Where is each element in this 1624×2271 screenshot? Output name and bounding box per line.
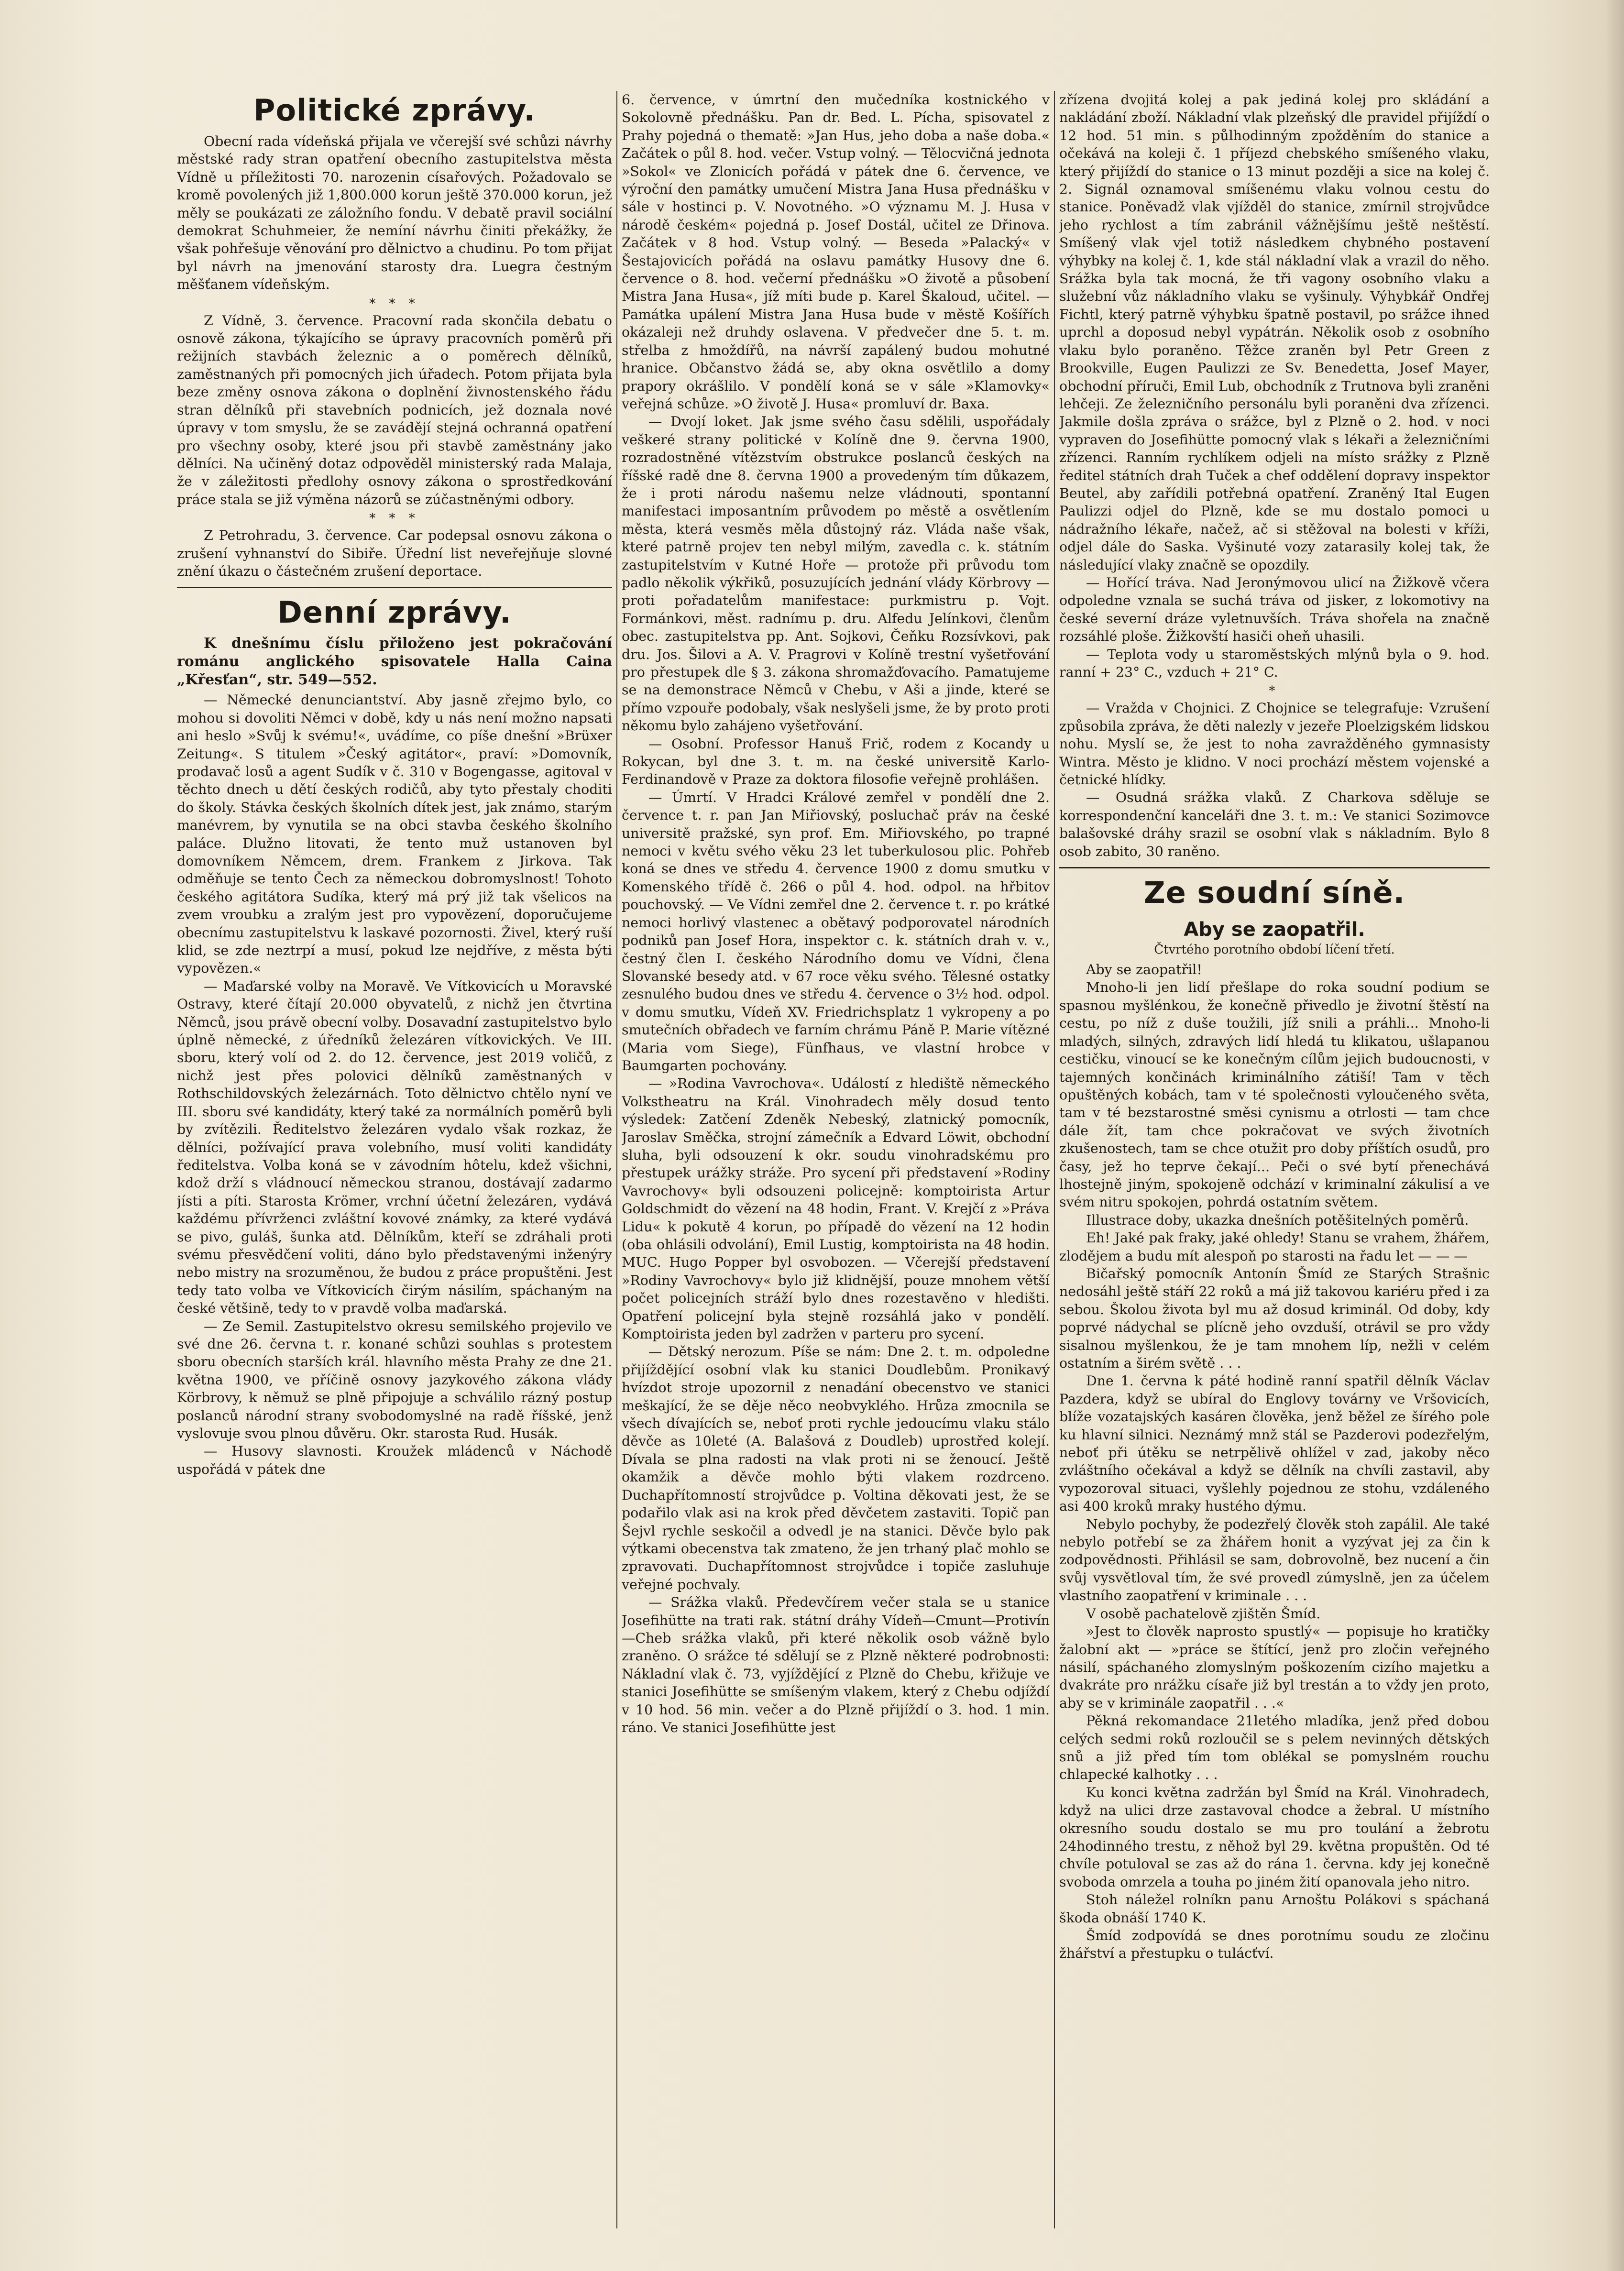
article-paragraph: »Jest to člověk naprosto spustlý« — popisuje ho kratičky žalobní akt — »práce se štítící, jenž pro zločin veřejného násilí, spáchaného zlomyslným poškozením cizího majetku a dvakráte pro nrážku císaře již byl trestán a to vždy jen proto, aby se v kriminále zaopatřil . . .« — [1059, 1624, 1490, 1711]
section-heading: Denní zprávy. — [277, 595, 512, 630]
article-paragraph: — »Rodina Vavrochova«. Událostí z hlediště německého Volkstheatru na Král. Vinohradech měly dosud tento výsledek: Zatčení Zdeněk Nebeský, zlatnický pomocník, Jaroslav Směčka, strojní zámečník a Edvard Löwit, obchodní sluha, byli odsouzení k okr. soudu vinohradskému pro přestupek urážky stráže. Pro sycení při představení »Rodiny Vavrochovy« byli odsouzeni policejně: komptoirista Artur Goldschmidt do vězení na 48 hodin, Frant. V. Krejčí z »Práva Lidu« k pokutě 4 korun, po případě do vězení na 12 hodin (oba ohlásili odvolání), Emil Lustig, komptoirista na 48 hodin. MUC. Hugo Popper byl osvobozen. — Včerejší představení »Rodiny Vavrochovy« bylo již klidnější, pouze mnohem větší počet policejních stráží bylo dnes rozestavěno v hledišti. Opatření policejní byla stejně rozsáhlá jako v pondělí. Komptoirista jeden byl zadržen v parteru pro sycení. — [622, 1075, 1050, 1342]
article-paragraph: Bičařský pomocník Antonín Šmíd ze Starých Strašnic nedosáhl ještě stáří 22 roků a má již takovou kariéru před i za sebou. Školou života byl mu až dosud kriminál. Od doby, kdy poprvé nádychal se plícně jeho ovzduší, otrávil se pro vždy sisalnou myšlenkou, že je tam mnohem líp, nežli v celém ostatním a širém světě . . . — [1059, 1265, 1490, 1371]
section-rule — [1059, 867, 1490, 868]
article-paragraph: Pěkná rekomandace 21letého mladíka, jenž před dobou celých sedmi roků rozloučil se s pelem nevinných dětských snů a již před tím tom oblékal se pomyslném rouchu chlapecké kalhotky . . . — [1059, 1713, 1490, 1783]
asterism-separator: * — [1269, 684, 1280, 699]
article-paragraph: Eh! Jaké pak fraky, jaké ohledy! Stanu se vrahem, žhářem, zlodějem a budu mít alespoň po starosti na řadu let — — — — [1059, 1230, 1490, 1264]
article-paragraph: — Osobní. Professor Hanuš Frič, rodem z Kocandy u Rokycan, byl dne 3. t. m. na české universitě Karlo-Ferdinandově v Praze za doktora filosofie veřejně prohlášen. — [622, 735, 1050, 788]
article-subheading: Čtvrtého porotního období líčení třetí. — [1154, 943, 1395, 957]
article-paragraph: Ku konci května zadržán byl Šmíd na Král. Vinohradech, když na ulici drze zastavoval chodce a žebral. U místního okresního soudu dostalo se mu pro toulání a žebrotu 24hodinného trestu, z něhož byl 29. května propuštěn. Od té chvíle potuloval se zas až do rána 1. června. kdy jej konečně svoboda omrzela a touha po jiném žití opanovala jeho nitro. — [1059, 1784, 1490, 1890]
article-paragraph: — Ze Semil. Zastupitelstvo okresu semilského projevilo ve své dne 26. června t. r. konané schůzi souhlas s protestem sboru obecních starších král. hlavního města Prahy ze dne 21. května 1900, ve příčině osnovy jazykového zákona vlády Körbrovy, k němuž se plně připojuje a schválilo rázný postup poslanců národní strany svobodomyslné na radě říšské, jenž vyslovuje svou plnou důvěru. Okr. starosta Rud. Husák. — [177, 1318, 612, 1441]
article-paragraph: Šmíd zodpovídá se dnes porotnímu soudu ze zločinu žhářství a přestupku o tulácťví. — [1059, 1928, 1490, 1962]
article-paragraph: — Osudná srážka vlaků. Z Charkova sděluje se korrespondenční kanceláři dne 3. t. m.: Ve stanici Sozimovce balašovské dráhy srazil se osobní vlak s nákladním. Bylo 8 osob zabito, 30 raněno. — [1059, 790, 1490, 859]
column-divider-1 — [616, 91, 617, 2228]
column-1 — [177, 91, 612, 2233]
article-paragraph-continued: 6. července, v úmrtní den mučedníka kostnického v Sokolovně přednášku. Pan dr. Bed. L. Pícha, spisovatel z Prahy pojedná o thematě: »Jan Hus, jeho doba a naše doba.« Začátek o půl 8. hod. večer. Vstup volný. — Tělocvičná jednota »Sokol« ve Zlonicích pořádá v pátek dne 6. července, ve výroční den památky umučení Mistra Jana Husa přednášku v sále v hostinci p. V. Novotného. »O významu M. J. Husa v národě českém« pojedná p. Josef Dostál, učitel ze Dřinova. Začátek v 8 hod. Vstup volný. — Beseda »Palacký« v Šestajovicích pořádá na oslavu památky Husovy dne 6. července o 8. hod. večerní přednášku »O životě a působení Mistra Jana Husa«, jíž míti bude p. Karel Škaloud, učitel. — Památka upálení Mistra Jana Husa bude v městě Košířích okázaleji než druhdy oslavena. V předvečer dne 5. t. m. střelba z hmoždířů, na návrší zapálený budou mohutné hranice. Občanstvo žádá se, aby okna osvětlilo a domy prapory okrášlilo. V pondělí koná se v sále »Klamovky« veřejná schůze. »O životě J. Husa« promluví dr. Baxa. — [622, 92, 1050, 412]
asterism-separator: * * * — [369, 296, 420, 311]
article-paragraph: — Maďarské volby na Moravě. Ve Vítkovicích u Moravské Ostravy, které čítají 20.000 obyvatelů, z nichž jen čtvrtina Němců, jsou právě obecní volby. Dosavadní zastupitelstvo bylo úplně německé, z úředníků železáren vítkovických. Ve III. sboru, který volí od 2. do 12. července, jest 2019 voličů, z nichž jest přes polovici dělníků zaměstnaných v Rothschildovských železárnách. Toto dělnictvo chtělo nyní ve III. sboru své kandidáty, který také za normálních poměrů byli by zvítězili. Ředitelstvo železáren vydalo však rozkaz, že dělníci, požívající prava volebního, musí voliti kandidáty ředitelstva. Volba koná se v závodním hôtelu, kdež všichni, kdož drží s vládnoucí německou stranou, dostávají zadarmo jísti a píti. Starosta Krömer, vrchní účetní železáren, vydává každému přívrženci zvláštní kovové známky, za které vydává se pivo, guláš, šunka atd. Dělníkům, kteří se zdráhali proti svému přesvědčení voliti, dáno bylo představenými inženýry nebo mistry na srozuměnou, že budou z práce propuštěni. Jest tedy tato volba ve Vítkovicích čirým násilím, spáchaným na české většině, tedy to v pravdě volba maďarská. — [177, 978, 612, 1317]
article-paragraph: Illustrace doby, ukazka dnešních potěšitelných poměrů. — [1086, 1212, 1469, 1228]
article-paragraph: Z Petrohradu, 3. července. Car podepsal osnovu zákona o zrušení vyhnanství do Sibiře. Úřední list neveřejňuje slovné znění úkazu o částečném zrušení deportace. — [177, 527, 612, 579]
section-rule — [177, 587, 612, 588]
article-paragraph: — Vražda v Chojnici. Z Chojnice se telegrafuje: Vzrušení způsobila zpráva, že děti nalezly v jezeře Ploelzigském lidskou nohu. Myslí se, že jest to noha zavražděného gymnasisty Wintra. Město je klidno. V noci prochází městem vojenské a četnické hlídky. — [1059, 700, 1490, 788]
article-paragraph: Nebylo pochyby, že podezřelý člověk stoh zapálil. Ale také nebylo potřebí se za žhářem honit a vyzývat jej za čin k zodpovědnosti. Přihlásil se sam, dobrovolně, bez nucení a čin svůj vysvětloval tím, že své provedl zúmyslně, jen za účelem vlastního zaopatření v kriminale . . . — [1059, 1516, 1490, 1604]
article-paragraph: — Husovy slavnosti. Kroužek mládenců v Náchodě uspořádá v pátek dne — [177, 1443, 612, 1477]
article-paragraph: — Dětský nerozum. Píše se nám: Dne 2. t. m. odpoledne přijíždějící osobní vlak ku stanici Doudlebům. Pronikavý hvízdot stroje upozornil z nenadání obecenstvo ve stanici meškající, že se děje něco neobvyklého. Hrůza zmocnila se všech dívajících se, neboť proti rychle jedoucímu vlaku stálo děvče as 10leté (A. Balašová z Doudleb) uprostřed kolejí. Dívala se plna radosti na vlak proti ni se ženoucí. Ještě okamžik a děvče mohlo býti vlakem rozdrceno. Duchapřítomností strojvůdce p. Voltina děkovati jest, že se podařilo vlak asi na krok před děvčetem zastaviti. Topič pan Šejvl rychle seskočil a odvedl je na stanici. Děvče bylo pak výtkami obecenstva tak zmateno, že jen trhaný plač mohlo se zpravovati. Duchapřítomnost strojvůdce i topiče zasluhuje veřejné pochvaly. — [622, 1344, 1050, 1592]
article-paragraph: V osobě pachatelově zjištěn Šmíd. — [1086, 1605, 1321, 1622]
supplement-notice: K dnešnímu číslu přiloženo jest pokračování románu anglického spisovatele Halla Caina „Křesťan“, str. 549—552. — [177, 635, 612, 689]
article-paragraph: — Dvojí loket. Jak jsme svého času sdělili, uspořádaly veškeré strany politické v Kolíně dne 9. června 1900, rozradostněné vítězstvím obstrukce poslanců českých na říšské radě dne 8. června 1900 a provedeným tím důkazem, že i proti národu našemu nelze vládnouti, spontanní manifestaci imposantním průvodem po městě a osvětlením města, která vesměs měla důstojný ráz. Vláda naše však, které patrně projev ten nebyl milým, zavedla c. k. státním zastupitelstvím v Kutné Hoře — protože při průvodu tom padlo několik výkřiků, posuzujících jednání vlády Körbrovy — proti pořadatelům manifestace: purkmistru p. Vojt. Formánkovi, měst. radnímu p. dru. Alfedu Jelínkovi, členům obec. zastupitelstva pp. Ant. Sojkovi, Čeňku Rozsívkovi, pak dru. Jos. Šilovi a A. V. Pragrovi v Kolíně trestní vyšetřování pro přestupek dle § 3. zákona shromažďovacího. Pamatujeme se na demonstrace Němců v Chebu, v Aši a jinde, které se přímo vzpouře podobaly, však neslyšeli jsme, že by proto proti někomu bylo zahájeno vyšetřování. — [622, 414, 1050, 734]
section-heading: Ze soudní síně. — [1143, 875, 1405, 911]
article-paragraph: Stoh náležel rolníkn panu Arnoštu Polákovi s spáchaná škoda obnáší 1740 K. — [1059, 1892, 1490, 1926]
column-3 — [1059, 91, 1490, 2233]
article-paragraph: — Srážka vlaků. Předevčírem večer stala se u stanice Josefihütte na trati rak. státní dráhy Vídeň—Cmunt—Protivín—Cheb srážka vlaků, při které několik osob vážně bylo zraněno. O srážce té sdělují se z Plzně některé podrobnosti: Nákladní vlak č. 73, vyjíždějící z Plzně do Chebu, křižuje ve stanici Josefihütte se smíšeným vlakem, který z Chebu odjíždí v 10 hod. 56 min. večer a do Plzně přijíždí o 3. hod. 1 min. ráno. Ve stanici Josefihütte jest — [622, 1594, 1050, 1735]
article-paragraph: — Úmrtí. V Hradci Králové zemřel v pondělí dne 2. července t. r. pan Jan Miřiovský, posluchač práv na české universitě pražské, syn prof. Em. Miřiovského, po trapné nemoci v květu svého věku 23 let tuberkulosou plic. Pohřeb koná se dnes ve středu 4. července 1900 z domu smutku v Komenského třídě č. 266 o půl 4. hod. odpol. na hřbitov pouchovský. — Ve Vídni zemřel dne 2. července t. r. po krátké nemoci horlivý vlastenec a obětavý podporovatel národních podniků pan Josef Hora, inspektor c. k. státních drah v. v., čestný člen I. českého Národního domu ve Vídni, člena Slovanské besedy atd. v 67 roce věku svého. Tělesné ostatky zesnulého budou dnes ve středu 4. července o 3½ hod. odpol. v domu smutku, Vídeň XV. Friedrichsplatz 1 vykropeny a po smutečních obřadech ve farním chrámu Páně P. Marie vítězné (Maria vom Siege), Fünfhaus, ve vlastní hrobce v Baumgarten pochovány. — [622, 789, 1050, 1074]
article-paragraph: Mnoho-li jen lidí přešlape do roka soudní podium se spasnou myšlénkou, že konečně přivedlo je životní štěstí na cestu, po níž z duše toužili, jíž snili a práhli... Mnoho-li mladých, silných, zdravých lidí hledá tu klikatou, ušlapanou cestičku, vinoucí se ke konečným cílům jejich budoucnosti, v tajemných končinách kriminálního zátiší! Tam v těch opuštěných kobách, tam v té společnosti vyloučeného světa, tam v té bezstarostné směsi cynismu a otrlosti — tam chce dále žít, tam chce pokračovat ve svých životních zkušenostech, tam se chce otužit pro doby příštích osudů, pro časy, jež ho teprve čekají... Peči o své bytí přenechává lhostejně jiným, spokojeně odchází v kriminalní zákulisí a ve svém nitru spokojen, pohrdá ostatním světem. — [1059, 979, 1490, 1210]
section-heading: Politické zprávy. — [253, 93, 536, 128]
article-paragraph-continued: zřízena dvojitá kolej a pak jediná kolej pro skládání a nakládání zboží. Nákladní vlak plzeňský dle pravidel přijíždí o 12 hod. 51 min. s půlhodinným zpožděním do stanice a očekává na koleji č. 1 příjezd chebského smíšeného vlaku, který přijíždí do stanice o 13 minut později a sice na kolej č. 2. Signál oznamoval smíšenému vlaku volnou cestu do stanice. Poněvadž vlak vjížděl do stanice, zmírnil strojvůdce jeho rychlost a tím zabránil vážnějšímu ještě neštěstí. Smíšený vlak vjel totiž následkem chybného postavení výhybky na kolej č. 1, kde stál nákladní vlak a vrazil do něho. Srážka byla tak mocná, že tři vagony osobního vlaku a služební vůz nákladního vlaku se vyšinuly. Výhybkář Ondřej Fichtl, který patrně výhybku špatně postavil, po srážce ihned uprchl a doposud nebyl vypátrán. Několik osob z osobního vlaku bylo poraněno. Těžce zraněn byl Petr Green z Brookville, Eugen Paulizzi ze Sv. Benedetta, Josef Mayer, obchodní příruči, Emil Lub, obchodník z Trutnova byli zraněni lehčeji. Ze železničního personálu byli poraněni dva zřízenci. Jakmile došla zpráva o srážce, byl z Plzně o 2. hod. v noci vypraven do Josefihütte pomocný vlak s lékaři a železničními zřízenci. Ranním rychlíkem odjeli na místo srážky z Plzně ředitel státních drah Tuček a chef oddělení dopravy inspektor Beutel, aby zařídili potřebná opatření. Zraněný Ital Eugen Paulizzi odjel do Plzně, kde se mu dostalo pomoci u nádražního lékaře, načež, ač si stěžoval na bolesti v kříži, odjel dále do Saska. Vyšinuté vozy zatarasily kolej tak, že následující vlaky značně se opozdily. — [1059, 92, 1490, 573]
column-divider-2 — [1054, 91, 1055, 2228]
article-paragraph: Aby se zaopatřil! — [1086, 962, 1202, 978]
article-paragraph: — Německé denunciantství. Aby jasně zřejmo bylo, co mohou si dovoliti Němci v době, kdy u nás není možno napsati ani heslo »Svůj k svému!«, uvádíme, co píše dnešní »Brüxer Zeitung«. S titulem »Český agitátor«, praví: »Domovník, prodavač losů a agent Sudík v č. 310 v Bogengasse, agitoval v těchto dnech u dětí českých rodičů, aby tyto přestaly choditi do školy. Stávka českých školních dítek jest, jak známo, starým manévrem, by vynutila se na obci stavba českého školního paláce. Dlužno litovati, že tento muž ustanoven byl domovníkem Němcem, drem. Frankem z Jirkova. Tak odměňuje se tento Čech za německou dobromyslnost! Tohoto českého agitátora Sudíka, který má prý již tak všelicos na zvem vroubku a zralým jest pro vypovězení, doporučujeme obecnímu zastupitelstvu k laskavé pozornosti. Živel, který ruší klid, se zde neztrpí a musí, pokud lze nejdříve, z města býti vypovězen.« — [177, 692, 612, 976]
column-2 — [622, 91, 1050, 2233]
article-heading: Aby se zaopatřil. — [1184, 919, 1365, 941]
article-paragraph: Z Vídně, 3. července. Pracovní rada skončila debatu o osnově zákona, týkajícího se úpravy pracovních poměrů při režijních stavbách železnic a o poměrech dělníků, zaměstnaných při pomocných jich úřadech. Potom přijata byla beze změny osnova zákona o doplnění živnostenského řádu stran dělníků při stavebních podnicích, jež doznala nové úpravy v tom smyslu, že se zavádějí stejná ochranná opatření pro všechny osoby, které jsou při stavbě zaměstnány jako dělníci. Na učiněný dotaz odpověděl ministerský rada Malaja, že v záležitosti předlohy osnovy zákona o sprostředkování práce stala se již výměna názorů se zúčastněnými odbory. — [177, 312, 612, 507]
asterism-separator: * * * — [369, 511, 420, 526]
article-paragraph: — Hořící tráva. Nad Jeronýmovou ulicí na Žižkově včera odpoledne vznala se suchá tráva od jisker, z lokomotivy na české severní dráze vyletnuvších. Tráva shořela na značně rozsáhlé ploše. Žižkovští hasiči oheň uhasili. — [1059, 574, 1490, 645]
article-paragraph: — Teplota vody u staroměstských mlýnů byla o 9. hod. ranní + 23° C., vzduch + 21° C. — [1059, 646, 1490, 680]
article-paragraph: Dne 1. června k páté hodině ranní spatřil dělník Václav Pazdera, když se ubíral do Englovy továrny ve Vršovicích, blíže vozatajských kasáren člověka, jenž běžel ze šírého pole ku hlavní silnici. Neznámý mnž stál se Pazderovi podezřelým, neboť při útěku se netrpělivě ohlížel v zad, jakoby něco zvláštního očekával a když se dělník na chvíli zastavil, aby vypozoroval situaci, vyšlehly pojednou ze stohu, vzdáleného asi 400 kroků mraky hustého dýmu. — [1059, 1373, 1490, 1514]
page-edge-shadow — [1605, 0, 1624, 2271]
article-paragraph: Obecní rada vídeňská přijala ve včerejší své schůzi návrhy městské rady stran opatření obecního zastupitelstva města Vídně u příležitosti 70. narozenin císařových. Požadovalo se kromě povolených již 1,800.000 korun ještě 370.000 korun, jež měly se poukázati ze záložního fondu. V debatě pravil sociální demokrat Schuhmeier, že nemíní návrhu činiti překážky, že však pohřešuje věnování pro dělnictvo a chudinu. Po tom přijat byl návrh na jmenování starosty dra. Luegra čestným měšťanem vídeňským. — [177, 133, 612, 293]
